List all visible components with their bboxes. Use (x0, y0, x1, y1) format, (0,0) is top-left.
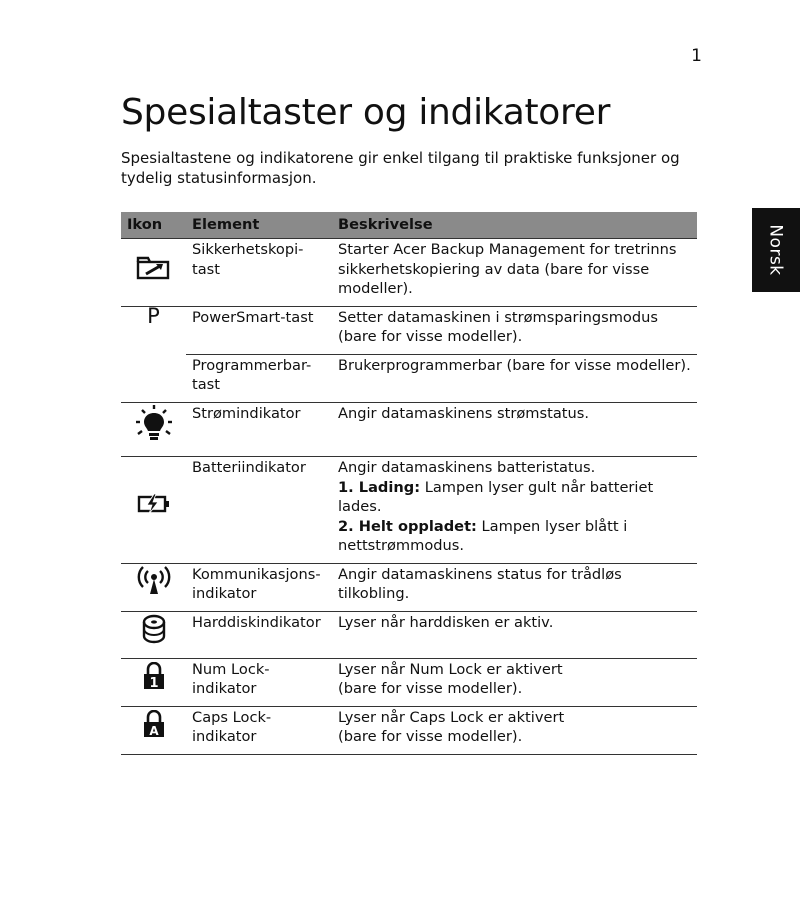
description-cell: Starter Acer Backup Management for tretrinns sikkerhetskopiering av data (bare for visse modeller). (332, 239, 697, 307)
description-cell: Angir datamaskinens strømstatus. (332, 402, 697, 457)
battery-item-full (338, 517, 697, 556)
table-row-numlock (121, 658, 697, 706)
icon-cell (121, 611, 186, 658)
table-header-row (121, 212, 697, 239)
table-row-battery (121, 457, 697, 564)
page-title: Spesialtaster og indikatorer (121, 92, 611, 133)
special-keys-table (121, 212, 697, 755)
element-cell: Programmerbar- tast (186, 354, 332, 402)
battery-item-text: Lampen lyser gult når batteriet lades. (338, 478, 654, 515)
element-cell: Strømindikator (186, 402, 332, 457)
page-number: 1 (691, 46, 702, 66)
language-tab-label: Norsk (766, 224, 786, 276)
icon-cell (121, 658, 186, 706)
battery-icon (137, 492, 171, 516)
wireless-icon (136, 566, 172, 596)
description-cell (332, 457, 697, 564)
language-tab (752, 208, 800, 292)
header-element: Element (186, 212, 332, 239)
numlock-glyph: 1 (148, 676, 159, 691)
icon-cell (121, 303, 186, 402)
description-cell: Setter datamaskinen i strømsparingsmodus (bare for visse modeller). (332, 306, 697, 354)
header-description: Beskrivelse (332, 212, 697, 239)
header-icon: Ikon (121, 212, 186, 239)
battery-item-label: 1. Lading: (338, 478, 421, 496)
icon-cell (121, 239, 186, 307)
numlock-icon (142, 662, 166, 690)
icon-cell (121, 402, 186, 457)
icon-cell (121, 706, 186, 754)
table-row-backup (121, 239, 697, 307)
element-cell: Sikkerhetskopi- tast (186, 239, 332, 307)
table-row-hdd (121, 611, 697, 658)
powersmart-icon: P (147, 303, 160, 328)
element-cell: Num Lock- indikator (186, 658, 332, 706)
element-cell: Caps Lock- indikator (186, 706, 332, 754)
hdd-icon (141, 614, 167, 644)
capslock-glyph: A (148, 724, 159, 739)
description-cell: Lyser når Num Lock er aktivert (bare for visse modeller). (332, 658, 697, 706)
description-cell: Lyser når harddisken er aktiv. (332, 611, 697, 658)
backup-icon (136, 253, 172, 281)
table-row-capslock (121, 706, 697, 754)
element-cell: Kommunikasjons- indikator (186, 563, 332, 611)
table-row-programmable (121, 354, 697, 402)
power-indicator-icon (135, 404, 173, 444)
element-cell: PowerSmart-tast (186, 306, 332, 354)
description-cell: Angir datamaskinens status for trådløs tilkobling. (332, 563, 697, 611)
description-cell: Lyser når Caps Lock er aktivert (bare for visse modeller). (332, 706, 697, 754)
element-cell: Harddiskindikator (186, 611, 332, 658)
intro-paragraph: Spesialtastene og indikatorene gir enkel tilgang til praktiske funksjoner og tydelig statusinformasjon. (121, 149, 680, 187)
battery-item-text: Lampen lyser blått i nettstrømmodus. (338, 517, 628, 554)
battery-description: Angir datamaskinens batteristatus. (338, 459, 596, 476)
element-cell: Batteriindikator (186, 457, 332, 564)
capslock-icon (142, 710, 166, 738)
icon-cell (121, 457, 186, 564)
table-row-power-indicator (121, 402, 697, 457)
table-row-wireless (121, 563, 697, 611)
table-row-powersmart (121, 306, 697, 354)
icon-cell (121, 563, 186, 611)
battery-item-charging (338, 478, 697, 517)
description-cell: Brukerprogrammerbar (bare for visse modeller). (332, 354, 697, 402)
battery-item-label: 2. Helt oppladet: (338, 517, 477, 535)
